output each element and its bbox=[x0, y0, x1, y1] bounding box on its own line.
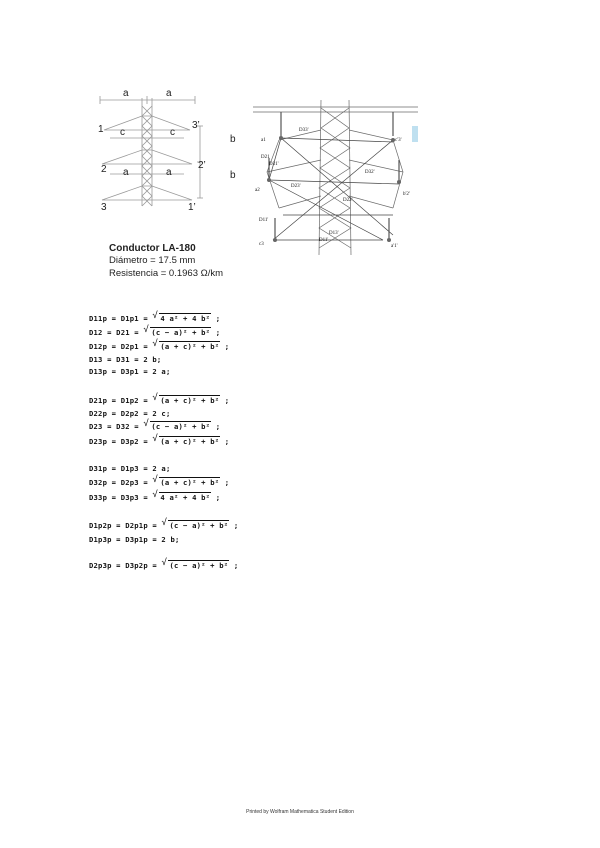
equation: D22p = D2p2 = 2 c; bbox=[89, 409, 171, 418]
equation: D23p = D3p2 = √ (a + c)² + b² ; bbox=[89, 434, 230, 446]
dim-a-label: a bbox=[123, 167, 129, 178]
conductor-info bbox=[109, 243, 223, 280]
page-footer: Printed by Wolfram Mathematica Student Edition bbox=[246, 809, 354, 815]
equation: D12p = D2p1 = √ (a + c)² + b² ; bbox=[89, 339, 230, 351]
dim-a-label: a bbox=[166, 167, 172, 178]
distance-label: D22' bbox=[343, 198, 353, 203]
phase-label: a'1' bbox=[391, 244, 398, 249]
sqrt-symbol: √ (a + c)² + b² bbox=[152, 339, 220, 351]
equation: D1p2p = D2p1p = √ (c − a)² + b² ; bbox=[89, 518, 239, 530]
dim-c-label: c bbox=[170, 127, 175, 138]
phase-label: a1 bbox=[261, 138, 266, 143]
dim-b-label: b bbox=[230, 170, 236, 181]
equation: D31p = D1p3 = 2 a; bbox=[89, 464, 171, 473]
dim-b-label: b bbox=[230, 134, 236, 145]
dim-a-label: a bbox=[123, 88, 129, 99]
equation: D12 = D21 = √ (c − a)² + b² ; bbox=[89, 325, 221, 337]
equation: D23 = D32 = √ (c − a)² + b² ; bbox=[89, 419, 221, 431]
phase-label: b'2' bbox=[403, 192, 410, 197]
equation: D13p = D3p1 = 2 a; bbox=[89, 367, 171, 376]
phase-label: c3 bbox=[259, 242, 264, 247]
distance-label: D33' bbox=[299, 128, 309, 133]
phase-label: a2 bbox=[255, 188, 260, 193]
distance-label: D11' bbox=[259, 218, 269, 223]
phase-label: 1 bbox=[98, 124, 104, 135]
sqrt-symbol: √ 4 a² + 4 b² bbox=[152, 311, 211, 323]
phase-label: 3’ bbox=[192, 120, 200, 131]
distance-label: D13' bbox=[329, 231, 339, 236]
phase-label: 2 bbox=[101, 164, 107, 175]
dim-c-label: c bbox=[120, 127, 125, 138]
sqrt-symbol: √ (c − a)² + b² bbox=[161, 518, 229, 530]
sqrt-symbol: √ (c − a)² + b² bbox=[143, 419, 211, 431]
distance-label: D23' bbox=[291, 184, 301, 189]
equation: D13 = D31 = 2 b; bbox=[89, 355, 162, 364]
sqrt-symbol: √ (c − a)² + b² bbox=[161, 558, 229, 570]
phase-label: 1’ bbox=[188, 202, 196, 213]
tower-distances-drawing bbox=[253, 100, 418, 260]
distance-label: D21 bbox=[261, 155, 270, 160]
conductor-diameter: Diámetro = 17.5 mm bbox=[109, 255, 196, 266]
distance-label: D31' bbox=[269, 162, 279, 167]
sqrt-symbol: √ 4 a² + 4 b² bbox=[152, 490, 211, 502]
conductor-title: Conductor LA-180 bbox=[109, 243, 196, 254]
equation: D2p3p = D3p2p = √ (c − a)² + b² ; bbox=[89, 558, 239, 570]
equation: D11p = D1p1 = √ 4 a² + 4 b² ; bbox=[89, 311, 221, 323]
tower-geometry-drawing bbox=[92, 86, 247, 214]
equation: D33p = D3p3 = √ 4 a² + 4 b² ; bbox=[89, 490, 221, 502]
distance-label: D11' bbox=[319, 238, 329, 243]
phase-label: 3 bbox=[101, 202, 107, 213]
dim-a-label: a bbox=[166, 88, 172, 99]
sqrt-symbol: √ (a + c)² + b² bbox=[152, 434, 220, 446]
equation: D21p = D1p2 = √ (a + c)² + b² ; bbox=[89, 393, 230, 405]
equation: D32p = D2p3 = √ (a + c)² + b² ; bbox=[89, 475, 230, 487]
tower-geometry-figure bbox=[92, 86, 247, 214]
sqrt-symbol: √ (a + c)² + b² bbox=[152, 475, 220, 487]
phase-label: c'3' bbox=[395, 138, 402, 143]
tower-distances-figure bbox=[253, 100, 418, 260]
sqrt-symbol: √ (c − a)² + b² bbox=[143, 325, 211, 337]
phase-label: 2’ bbox=[198, 160, 206, 171]
equation: D1p3p = D3p1p = 2 b; bbox=[89, 535, 180, 544]
sqrt-symbol: √ (a + c)² + b² bbox=[152, 393, 220, 405]
distance-label: D32' bbox=[365, 170, 375, 175]
conductor-resistance: Resistencia = 0.1963 Ω/km bbox=[109, 267, 224, 279]
